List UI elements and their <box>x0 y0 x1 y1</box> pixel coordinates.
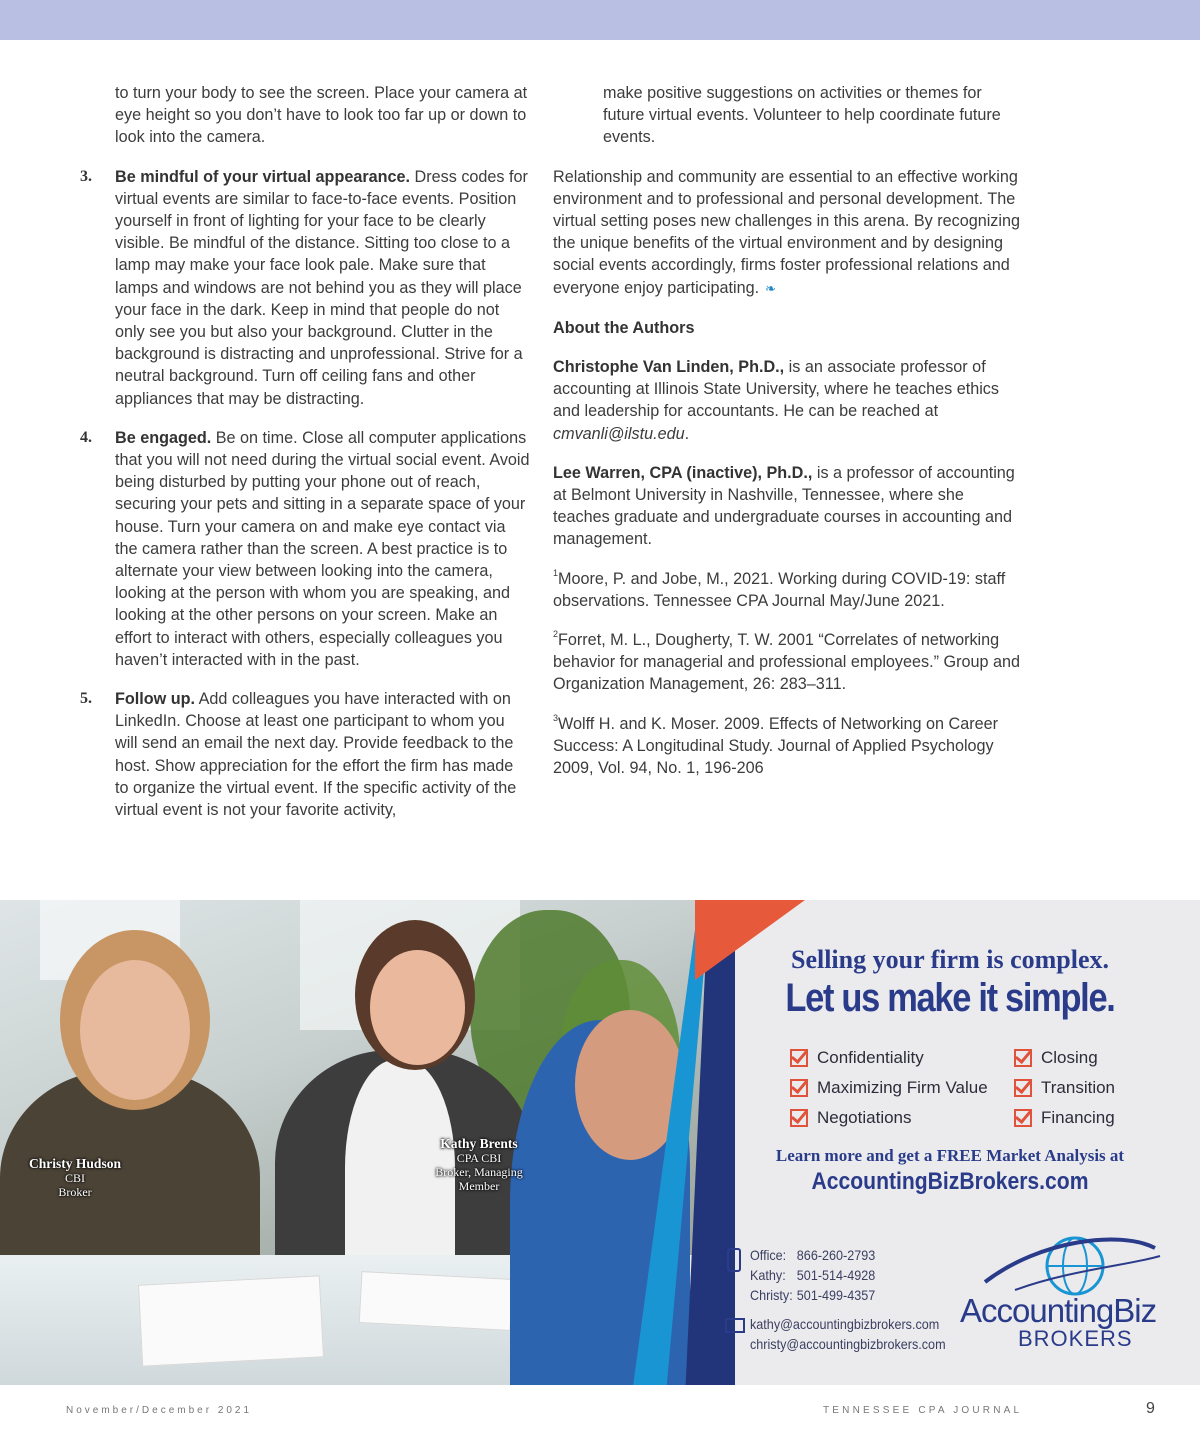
check-item <box>790 1103 988 1133</box>
header-band <box>0 0 1200 40</box>
end-mark-icon: ❧ <box>765 280 776 296</box>
check-item <box>790 1073 988 1103</box>
list-item-3 <box>80 166 530 410</box>
about-heading <box>553 317 1023 339</box>
reference-mark: 3 <box>553 712 559 723</box>
checkbox-icon <box>1014 1079 1032 1097</box>
email-list <box>750 1314 946 1354</box>
paragraph-continuation: make positive suggestions on activities or themes for future virtual events. Volunteer to help coordinate future events. <box>603 84 1001 147</box>
checkbox-icon <box>790 1079 808 1097</box>
check-item <box>1014 1043 1115 1073</box>
accountingbiz-logo <box>960 1230 1185 1360</box>
checkbox-icon <box>1014 1049 1032 1067</box>
check-item <box>790 1043 988 1073</box>
page-number: 9 <box>1146 1400 1155 1417</box>
reference-mark: 1 <box>553 567 559 578</box>
paper-shape <box>138 1275 324 1366</box>
list-item-text: Add colleagues you have interacted with on LinkedIn. Choose at least one participant to whom you will send an email the next day. Provide feedback to the host. Show appreciation for the effort the firm has made to organize the virtual event. If the specific activity of the virtual event is not your favorite activity, <box>115 690 517 820</box>
ad-headline-1: Selling your firm is complex. <box>790 945 1109 974</box>
caption-name: Kathy Brents <box>440 1136 518 1151</box>
author-name: Lee Warren, CPA (inactive), Ph.D., <box>553 463 813 482</box>
list-item-heading: Be engaged. <box>115 428 212 447</box>
email-link[interactable]: christy@accountingbizbrokers.com <box>750 1336 946 1352</box>
list-number: 5. <box>80 690 92 708</box>
caption-role: Broker, Managing <box>435 1165 523 1179</box>
list-item-5 <box>80 688 530 821</box>
list-item-text: Be on time. Close all computer applications that you will not need during the virtual social event. Avoid being disturbed by putting your phone out of reach, securing your pets and sitting in a separate space of your house. Turn your camera on and make eye contact via the camera rather than the screen. A best practice is to alternate your view between looking into the camera, looking at the person with whom you are speaking, and looking at the other persons on your screen. Make an effort to interact with others, especially colleagues you haven’t interacted with in the past. <box>115 428 530 669</box>
author-bio-2 <box>553 462 1023 551</box>
list-number: 4. <box>80 428 92 446</box>
website-link[interactable]: AccountingBizBrokers.com <box>811 1168 1089 1195</box>
caption-role-line2: Member <box>458 1179 500 1193</box>
conclusion-paragraph <box>553 166 1023 300</box>
person-shape <box>80 960 190 1100</box>
checkbox-icon <box>1014 1109 1032 1127</box>
advertisement[interactable] <box>0 900 1200 1385</box>
caption-credential: CPA CBI <box>456 1151 502 1165</box>
phone-number[interactable]: 866-260-2793 <box>796 1247 876 1263</box>
reference-3 <box>553 713 1023 780</box>
check-label: Maximizing Firm Value <box>817 1078 988 1097</box>
email-link[interactable]: kathy@accountingbizbrokers.com <box>750 1316 940 1332</box>
photo-caption-kathy <box>425 1137 533 1193</box>
check-label: Negotiations <box>817 1108 912 1127</box>
check-label: Transition <box>1041 1078 1116 1097</box>
logo-wordmark: AccountingBiz <box>960 1292 1157 1329</box>
article-right-column <box>553 82 1023 796</box>
footer-journal: TENNESSEE CPA JOURNAL <box>823 1405 1023 1416</box>
phone-label: Kathy: <box>750 1267 786 1283</box>
mail-icon <box>725 1318 745 1333</box>
author-bio-end: . <box>684 424 690 443</box>
list-item-heading: Be mindful of your virtual appearance. <box>115 167 411 186</box>
phone-number[interactable]: 501-499-4357 <box>796 1287 876 1303</box>
ad-photo <box>0 900 720 1385</box>
ad-headline-2: Let us make it simple. <box>785 976 1115 1020</box>
person-shape <box>370 950 465 1065</box>
caption-credential: CBI <box>64 1171 85 1185</box>
caption-name: Christy Hudson <box>29 1156 121 1171</box>
check-item <box>1014 1103 1115 1133</box>
phone-label: Office: <box>750 1247 787 1263</box>
logo-subtext: BROKERS <box>1018 1326 1133 1351</box>
learn-more-text: Learn more and get a FREE Market Analysis at <box>775 1146 1125 1165</box>
phone-row <box>750 1265 875 1285</box>
reference-text: Forret, M. L., Dougherty, T. W. 2001 “Correlates of networking behavior for managerial and professional employees.” Group and Organization Management, 26: 283–311. <box>553 631 1021 694</box>
reference-text: Moore, P. and Jobe, M., 2021. Working during COVID-19: staff observations. Tennessee CPA Journal May/June 2021. <box>553 569 1006 610</box>
photo-caption-christy <box>20 1157 130 1199</box>
check-label: Closing <box>1041 1048 1098 1067</box>
reference-2 <box>553 629 1023 696</box>
check-item <box>1014 1073 1115 1103</box>
author-email[interactable]: cmvanli@ilstu.edu <box>553 424 685 443</box>
phone-number[interactable]: 501-514-4928 <box>796 1267 876 1283</box>
author-name: Christophe Van Linden, Ph.D., <box>553 358 785 377</box>
phone-row <box>750 1285 875 1305</box>
checkbox-icon <box>790 1049 808 1067</box>
check-label: Financing <box>1041 1108 1115 1127</box>
article-left-column <box>80 82 530 838</box>
list-number: 3. <box>80 167 92 185</box>
reference-text: Wolff H. and K. Moser. 2009. Effects of Networking on Career Success: A Longitudinal Study. Journal of Applied Psychology 2009, Vol. 94, No. 1, 196-206 <box>553 714 998 778</box>
globe-swoosh-icon <box>960 1230 1185 1300</box>
reference-1 <box>553 568 1023 612</box>
about-heading-text: About the Authors <box>553 318 695 337</box>
caption-role: Broker <box>58 1185 92 1199</box>
phone-label: Christy: <box>750 1287 793 1303</box>
phone-icon <box>727 1248 741 1272</box>
conclusion-text: Relationship and community are essential to an effective working environment and to professional and personal development. The virtual setting poses new challenges in this arena. By recognizing the unique benefits of the virtual environment and by designing social events accordingly, firms foster professional relations and everyone enjoy participating. <box>553 167 1021 297</box>
author-bio-1 <box>553 356 1023 445</box>
list-item-heading: Follow up. <box>115 690 196 709</box>
list-item-text: Dress codes for virtual events are similar to face-to-face events. Position yourself in front of lighting for your face to be clearly visible. Be mindful of the distance. Sitting too close to a lamp may make your face look pale. Make sure that lamps and windows are not behind you as they will place your face in the dark. Keep in mind that people do not only see you but also your background. Clutter in the background is distracting and unprofessional. Strive for a neutral background. Turn off ceiling fans and other appliances that may be distracting. <box>115 167 528 408</box>
list-item-4 <box>80 427 530 671</box>
checklist-right <box>1014 1043 1115 1133</box>
paper-shape <box>359 1271 514 1331</box>
footer-issue: November/December 2021 <box>66 1405 253 1416</box>
reference-mark: 2 <box>553 629 559 640</box>
checklist-left <box>790 1043 988 1133</box>
phone-row <box>750 1245 875 1265</box>
checkbox-icon <box>790 1109 808 1127</box>
paragraph-continuation: to turn your body to see the screen. Place your camera at eye height so you don’t have to look too far up or down to look into the camera. <box>115 84 528 147</box>
author-bio-text: is an associate professor of accounting at Illinois State University, where he teaches ethics and leadership for accountants. He can be reached at <box>553 358 999 421</box>
phone-list <box>750 1245 875 1305</box>
check-label: Confidentiality <box>817 1048 924 1067</box>
author-bio-text: is a professor of accounting at Belmont University in Nashville, Tennessee, where she teaches graduate and undergraduate courses in accounting and management. <box>553 463 1015 549</box>
